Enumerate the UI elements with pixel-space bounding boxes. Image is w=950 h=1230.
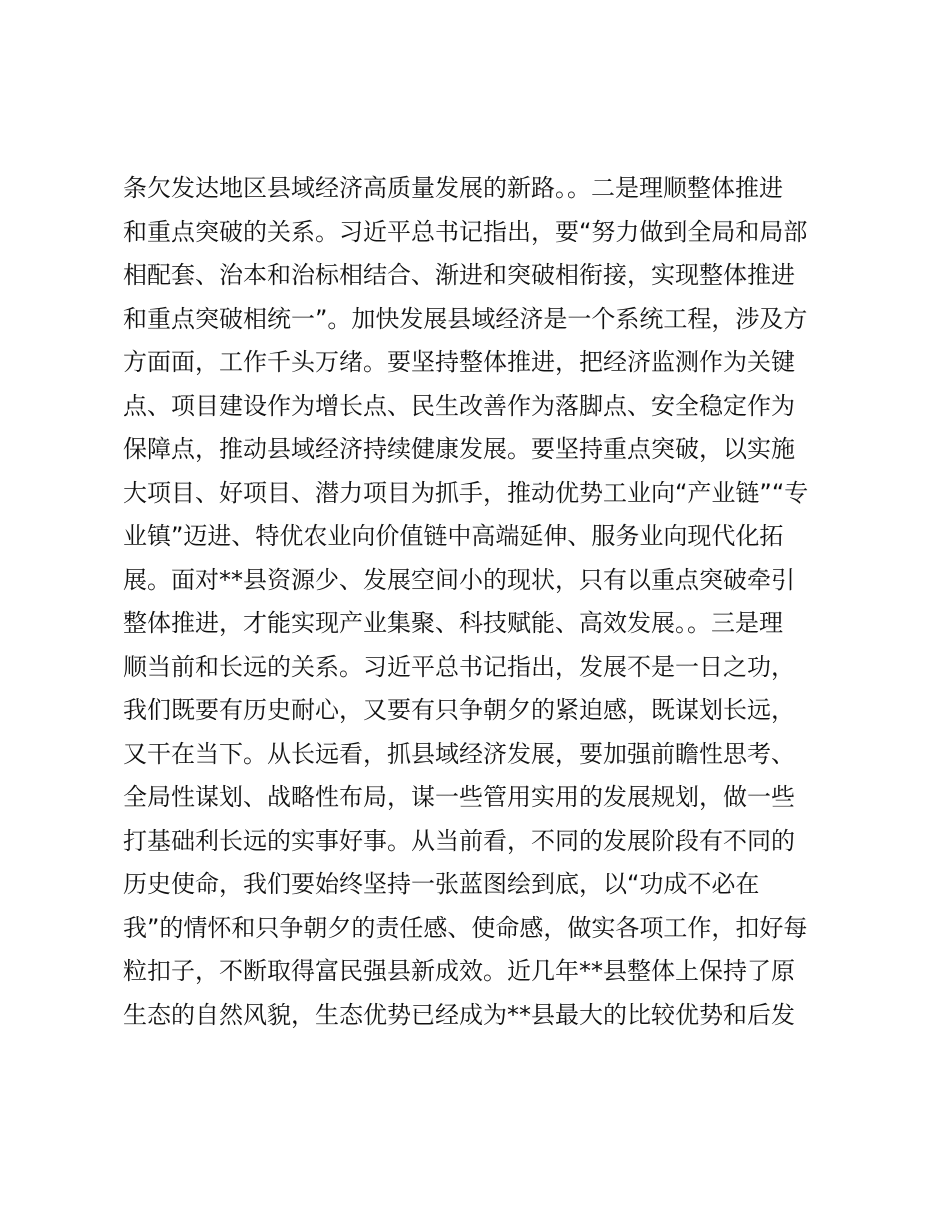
text-line: 和重点突破相统一”。加快发展县域经济是一个系统工程，涉及方 bbox=[123, 304, 808, 333]
text-line: 生态的自然风貌，生态优势已经成为**县最大的比较优势和后发 bbox=[123, 1000, 795, 1029]
body-paragraph bbox=[123, 167, 843, 1037]
text-line: 条欠发达地区县域经济高质量发展的新路。。二是理顺整体推进 bbox=[123, 174, 783, 202]
text-line: 打基础利长远的实事好事。从当前看，不同的发展阶段有不同的 bbox=[123, 826, 795, 855]
text-line: 大项目、好项目、潜力项目为抓手，推动优势工业向“产业链”“专 bbox=[123, 478, 809, 507]
text-line: 历史使命，我们要始终坚持一张蓝图绘到底，以“功成不必在 bbox=[123, 870, 760, 898]
text-line: 全局性谋划、战略性布局，谋一些管用实用的发展规划，做一些 bbox=[123, 783, 795, 811]
text-line: 方面面，工作千头万绪。要坚持整体推进，把经济监测作为关键 bbox=[123, 348, 795, 376]
text-line: 保障点，推动县域经济持续健康发展。要坚持重点突破，以实施 bbox=[123, 435, 795, 463]
text-line: 我们既要有历史耐心，又要有只争朝夕的紧迫感，既谋划长远， bbox=[123, 696, 795, 724]
text-line: 展。面对**县资源少、发展空间小的现状，只有以重点突破牵引 bbox=[123, 565, 795, 594]
text-line: 我”的情怀和只争朝夕的责任感、使命感，做实各项工作，扣好每 bbox=[123, 913, 808, 942]
text-line: 和重点突破的关系。习近平总书记指出，要“努力做到全局和局部 bbox=[123, 217, 808, 246]
text-line: 粒扣子，不断取得富民强县新成效。近几年**县整体上保持了原 bbox=[123, 957, 795, 985]
text-line: 相配套、治本和治标相结合、渐进和突破相衔接，实现整体推进 bbox=[123, 261, 795, 289]
text-line: 顺当前和长远的关系。习近平总书记指出，发展不是一日之功， bbox=[123, 652, 795, 681]
text-line: 业镇”迈进、特优农业向价值链中高端延伸、服务业向现代化拓 bbox=[123, 522, 784, 550]
text-line: 整体推进，才能实现产业集聚、科技赋能、高效发展。。三是理 bbox=[123, 609, 783, 637]
text-line: 又干在当下。从长远看，抓县域经济发展，要加强前瞻性思考、 bbox=[123, 739, 795, 768]
text-line: 点、项目建设作为增长点、民生改善作为落脚点、安全稳定作为 bbox=[123, 391, 795, 420]
